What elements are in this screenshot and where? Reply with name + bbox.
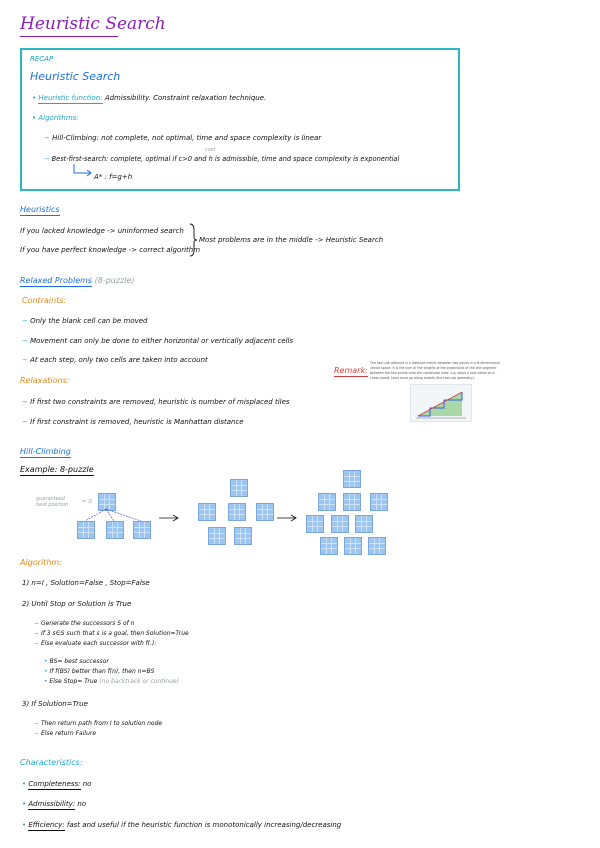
puzzle-grid xyxy=(228,503,246,521)
relaxed-heading-row xyxy=(20,276,135,285)
puzzle-grid xyxy=(133,521,151,539)
puzzle-grid xyxy=(331,515,349,533)
constraint-3: − At each step, only two cells are taken into account xyxy=(22,356,208,364)
relaxed-subheading: (8-puzzle) xyxy=(94,276,135,285)
constraint-2: − Movement can only be done to either horizontal or vertically adjacent cells xyxy=(22,337,294,345)
hill-climbing-heading: Hill-Climbing xyxy=(20,447,71,456)
relaxations-label: Relaxations: xyxy=(20,376,70,385)
algorithm-substep: − Then return path from I to solution node xyxy=(34,720,163,727)
algorithms-label: Algorithms: xyxy=(38,114,79,122)
algorithm-step-2: 2) Until Stop or Solution is True xyxy=(22,600,132,608)
relaxed-heading: Relaxed Problems xyxy=(20,276,93,285)
algorithm-substep: − Generate the successors S of n xyxy=(34,620,135,627)
recap-heading: Heuristic Search xyxy=(30,70,121,83)
puzzle-grid xyxy=(343,493,361,511)
heuristics-line-1: If you lacked knowledge -> uninformed search xyxy=(20,227,184,235)
recap-label: RECAP xyxy=(30,55,54,63)
algorithm-substep: − If 3 s∈S such that s is a goal, then Solution=True xyxy=(34,630,189,637)
title-underline xyxy=(20,36,118,37)
recap-algorithms: • Algorithms: xyxy=(32,114,79,122)
characteristics-heading: Characteristics: xyxy=(20,758,83,767)
constraint-1: − Only the blank cell can be moved xyxy=(22,317,148,325)
page-title: Heuristic Search xyxy=(20,14,166,34)
heuristics-heading: Heuristics xyxy=(20,205,60,214)
puzzle-grid xyxy=(256,503,274,521)
puzzle-grid xyxy=(230,479,248,497)
puzzle-grid xyxy=(368,537,386,555)
relaxation-1: − If first two constraints are removed, heuristic is number of misplaced tiles xyxy=(22,398,290,406)
puzzle-grid xyxy=(320,537,338,555)
algorithm-label: Algorithm: xyxy=(20,558,62,567)
taxicab-diagram xyxy=(410,384,472,422)
recap-hill-climbing: − Hill-Climbing: not complete, not optimal, time and space complexity is linear xyxy=(44,134,322,142)
recap-best-first: − Best-first-search: complete, optimal if c>0 and h is admissible, time and space complexity is exponential xyxy=(44,155,400,163)
puzzle-grid xyxy=(77,521,95,539)
tree-edges xyxy=(80,508,150,522)
diagram-value: = 0 xyxy=(82,499,92,505)
puzzle-grid xyxy=(343,470,361,488)
puzzle-grid xyxy=(208,527,226,545)
arrow-icon xyxy=(158,514,180,522)
puzzle-grid xyxy=(198,503,216,521)
puzzle-grid xyxy=(106,521,124,539)
recap-heuristic-function: • Heuristic function: Admissibility. Constraint relaxation technique. xyxy=(32,94,267,102)
puzzle-grid xyxy=(318,493,336,511)
algorithm-step-3: 3) If Solution=True xyxy=(22,700,88,708)
heuristic-function-text: Admissibility. Constraint relaxation technique. xyxy=(104,94,267,102)
puzzle-grid xyxy=(355,515,373,533)
heuristics-line-2: If you have perfect knowledge -> correct algorithm xyxy=(20,246,201,254)
remark-text: The taxi-cab distance is a distance metric between two points in a N dimensional vector space. It is the sum of the lengths of the projections of the line segment between the two points onto the coordinate axes, e.g. steps a rook takes on a chess board; taxis must go along streets (the taxi-cab geometry). xyxy=(370,361,500,380)
brace-icon xyxy=(188,222,198,258)
relaxation-2: − If first constraint is removed, heuristic is Manhattan distance xyxy=(22,418,244,426)
puzzle-grid xyxy=(370,493,388,511)
characteristic-admissibility: • Admissibility: no xyxy=(22,800,87,808)
algorithm-sub-substep: • If f(BS) better than f(n), then n=BS xyxy=(44,668,155,675)
diagram-note: guaranteed best position xyxy=(36,496,69,508)
heuristic-function-label: Heuristic function: xyxy=(38,94,103,102)
algorithm-step-1: 1) n=I , Solution=False , Stop=False xyxy=(22,579,150,587)
algorithm-substep: − Else return Failure xyxy=(34,730,97,737)
hill-climbing-summary: Hill-Climbing: not complete, not optimal, time and space complexity is linear xyxy=(52,134,322,142)
algorithm-substep: − Else evaluate each successor with f(.): xyxy=(34,640,157,647)
characteristic-efficiency: • Efficiency: fast and useful if the heuristic function is monotonically increasing/decreasing xyxy=(22,821,342,829)
best-first-annotation: cost xyxy=(205,147,216,153)
characteristic-completeness: • Completeness: no xyxy=(22,780,92,788)
no-backtrack-note: (no backtrack or continue) xyxy=(99,678,179,685)
arrow-icon xyxy=(72,164,94,178)
constraints-label: Contraints: xyxy=(22,296,67,305)
arrow-icon xyxy=(276,514,298,522)
astar-formula: A* : f=g+h xyxy=(94,173,133,181)
algorithm-sub-substep: • Else Stop= True (no backtrack or continue) xyxy=(44,678,179,685)
puzzle-grid xyxy=(344,537,362,555)
remark-label: Remark: xyxy=(334,366,368,375)
best-first-summary: Best-first-search: complete, optimal if c>0 and h is admissible, time and space complexity is exponential xyxy=(51,155,400,163)
algorithm-sub-substep: • BS= best successor xyxy=(44,658,109,665)
puzzle-grid xyxy=(234,527,252,545)
puzzle-grid xyxy=(306,515,324,533)
example-label: Example: 8-puzzle xyxy=(20,465,94,474)
heuristics-bracket-note: Most problems are in the middle -> Heuristic Search xyxy=(199,236,384,244)
